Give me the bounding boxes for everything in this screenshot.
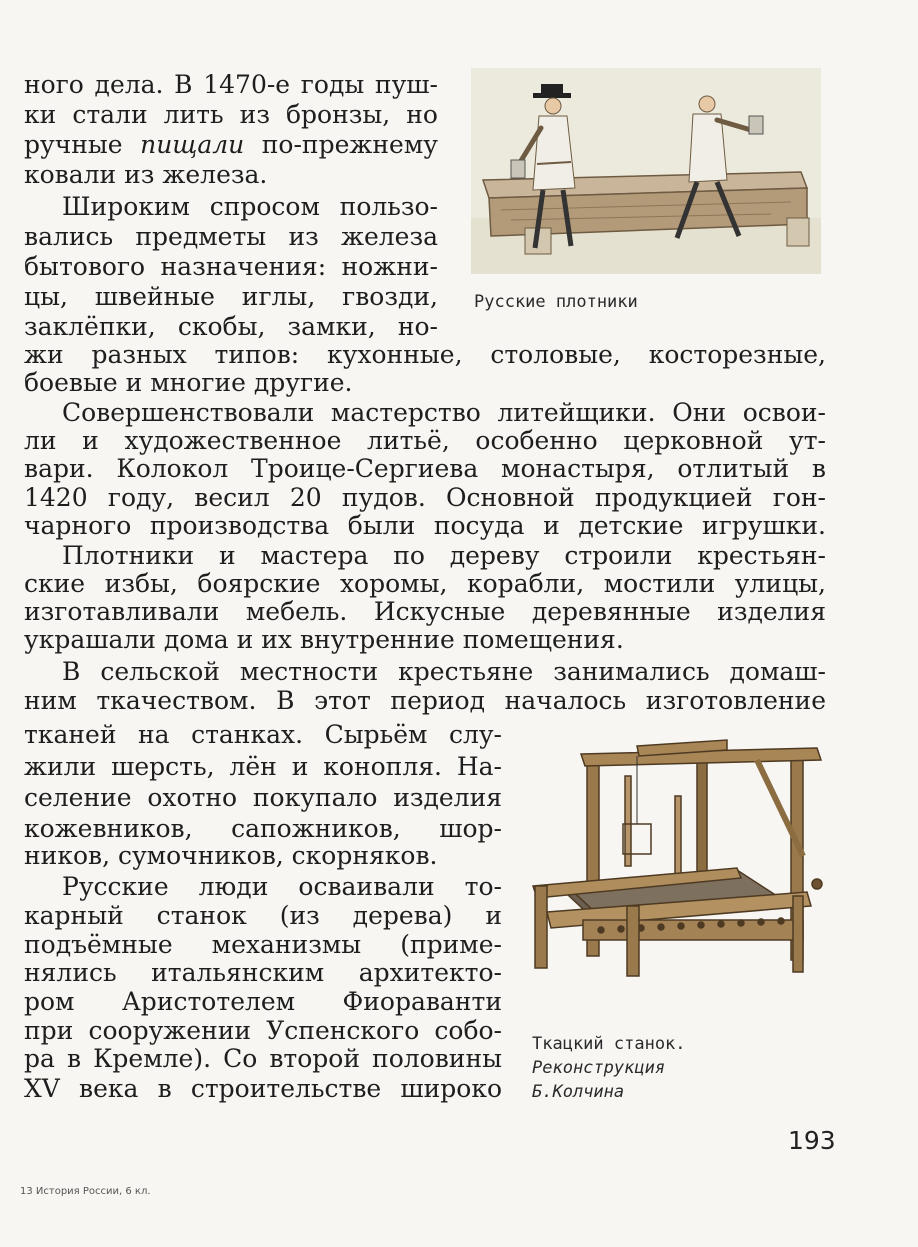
caption-italic: Б.Колчина [532,1082,625,1102]
text-line: жи разных типов: кухонные, столовые, косторезные, [24,340,826,369]
text-line: Совершенствовали мастерство литейщики. Они освои- [62,398,826,427]
italic-term: пищали [140,130,245,159]
figure-caption: Русские плотники [474,292,638,312]
text-line: ним ткачеством. В этот период началось изготовление [24,686,826,715]
text-line: вались предметы из железа [24,222,438,251]
text-line: 1420 году, весил 20 пудов. Основной продукцией гон- [24,483,826,512]
text-line: украшали дома и их внутренние помещения. [24,625,624,654]
text-line: при сооружении Успенского собо- [24,1016,502,1045]
text-line: селение охотно покупало изделия [24,783,502,812]
text-line: тканей на станках. Сырьём слу- [24,720,502,749]
text-line: XV века в строительстве широко [24,1074,502,1103]
text-line: цы, швейные иглы, гвозди, [24,282,438,311]
text-line: ли и художественное литьё, особенно церковной ут- [24,426,826,455]
loom-illustration [527,736,829,980]
figure-caption [532,1080,624,1104]
figure-caption [532,1056,665,1080]
carpenters-illustration [471,68,821,274]
text-line: вари. Колокол Троице-Сергиева монастыря, отлитый в [24,454,826,483]
page-number: 193 [788,1126,836,1155]
text-fragment: по-прежнему [244,130,438,159]
text-line: ром Аристотелем Фиораванти [24,987,502,1016]
text-line: ки стали лить из бронзы, но [24,100,438,129]
text-line: Русские люди осваивали то- [62,872,502,901]
text-line: Плотники и мастера по дереву строили крестьян- [62,541,826,570]
text-line: ного дела. В 1470-е годы пуш- [24,70,438,99]
text-line: бытового назначения: ножни- [24,252,438,281]
footer-signature: 13 История России, 6 кл. [20,1186,151,1197]
text-line: заклёпки, скобы, замки, но- [24,312,438,341]
caption-italic: Реконструкция [532,1058,666,1078]
text-line [24,130,438,160]
text-line: В сельской местности крестьяне занимались домаш- [62,657,826,686]
text-line: ковали из железа. [24,160,268,189]
text-line: нялись итальянским архитекто- [24,958,502,987]
text-line: ников, сумочников, скорняков. [24,841,438,870]
text-fragment: ручные [24,130,141,159]
text-line: жили шерсть, лён и конопля. На- [24,752,502,781]
text-line: боевые и многие другие. [24,368,353,397]
text-line: Широким спросом пользо- [62,192,438,221]
text-line: подъёмные механизмы (приме- [24,930,502,959]
text-line: кожевников, сапожников, шор- [24,814,502,843]
figure-caption: Ткацкий станок. [532,1034,686,1054]
text-line: ра в Кремле). Со второй половины [24,1044,502,1073]
text-line: чарного производства были посуда и детские игрушки. [24,511,826,540]
text-line: ские избы, боярские хоромы, корабли, мостили улицы, [24,569,826,598]
text-line: карный станок (из дерева) и [24,901,502,930]
text-line: изготавливали мебель. Искусные деревянные изделия [24,597,826,626]
